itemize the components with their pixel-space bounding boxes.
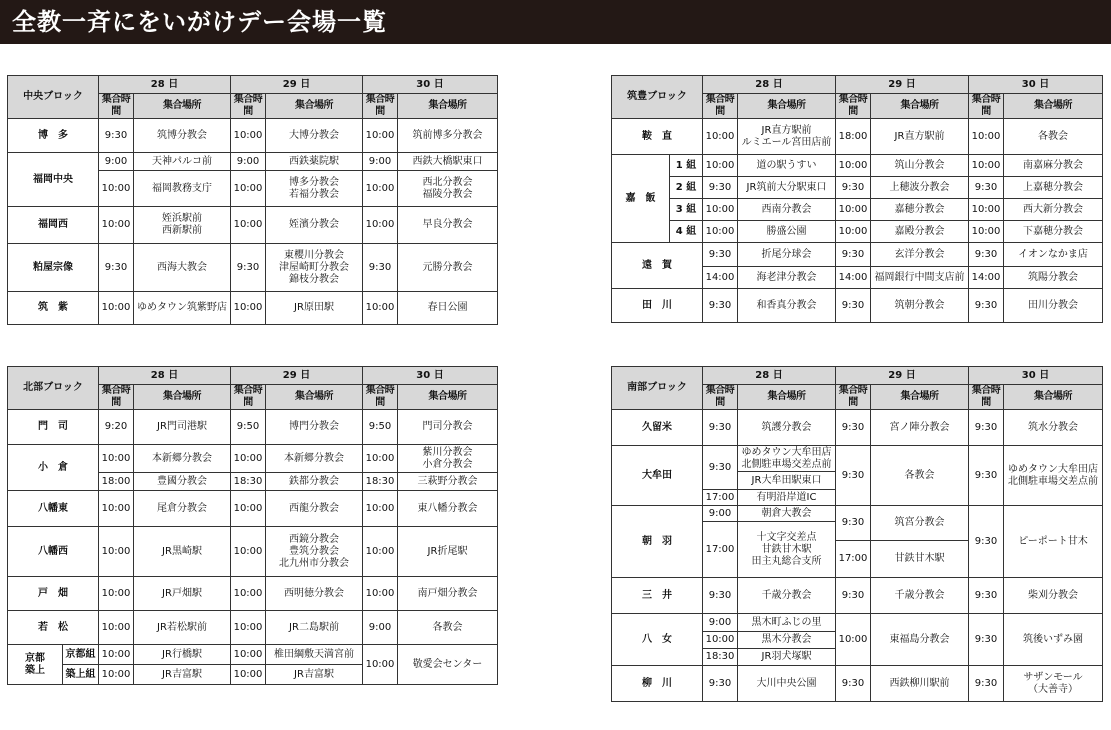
place-cell: 各教会 <box>1004 119 1103 155</box>
place-cell: 筑後いずみ園 <box>1004 614 1103 666</box>
place-cell: 上穂波分教会 <box>871 177 969 199</box>
day-header-29: 29 日 <box>836 76 969 94</box>
place-cell: 西鏡分教会 豊筑分教会 北九州市分教会 <box>266 527 363 577</box>
place-cell: 嘉穂分教会 <box>871 199 969 221</box>
location-cell: 福岡中央 <box>8 153 99 207</box>
time-cell: 9:30 <box>703 410 738 446</box>
time-cell: 10:00 <box>363 207 398 244</box>
time-cell: 9:30 <box>836 289 871 323</box>
place-cell: 敬愛会センター <box>398 645 498 685</box>
place-cell: JR原田駅 <box>266 292 363 325</box>
time-cell: 10:00 <box>969 199 1004 221</box>
place-cell: 宮ノ陣分教会 <box>871 410 969 446</box>
hokubu-block-table <box>7 366 498 685</box>
time-cell: 10:00 <box>363 577 398 611</box>
time-cell: 9:30 <box>969 614 1004 666</box>
time-cell: 10:00 <box>99 645 134 665</box>
location-cell: 八幡西 <box>8 527 99 577</box>
time-cell: 10:00 <box>99 207 134 244</box>
place-cell: 東八幡分教会 <box>398 491 498 527</box>
time-header: 集合時間 <box>99 385 134 410</box>
time-cell: 17:00 <box>703 522 738 578</box>
place-cell: 柴刈分教会 <box>1004 578 1103 614</box>
location-cell: 博 多 <box>8 119 99 153</box>
time-header: 集合時間 <box>969 94 1004 119</box>
time-cell: 10:00 <box>231 527 266 577</box>
time-cell: 9:30 <box>703 243 738 267</box>
place-cell: ゆめタウン大牟田店 北側駐車場交差点前 <box>738 446 836 472</box>
place-cell: 西龍分教会 <box>266 491 363 527</box>
time-cell: 10:00 <box>363 491 398 527</box>
place-cell: JR行橋駅 <box>134 645 231 665</box>
place-header: 集合場所 <box>871 385 969 410</box>
time-cell: 9:30 <box>836 243 871 267</box>
time-cell: 9:30 <box>703 177 738 199</box>
place-cell: 南嘉麻分教会 <box>1004 155 1103 177</box>
time-header: 集合時間 <box>231 94 266 119</box>
time-cell: 17:00 <box>703 490 738 506</box>
place-cell: 田川分教会 <box>1004 289 1103 323</box>
time-cell: 10:00 <box>836 155 871 177</box>
time-cell: 10:00 <box>99 292 134 325</box>
location-cell: 小 倉 <box>8 445 99 491</box>
place-cell: 門司分教会 <box>398 410 498 445</box>
time-cell: 9:30 <box>703 289 738 323</box>
time-cell: 10:00 <box>363 645 398 685</box>
place-cell: JR筑前大分駅東口 <box>738 177 836 199</box>
time-cell: 9:30 <box>969 289 1004 323</box>
time-cell: 18:30 <box>363 473 398 491</box>
time-cell: 9:30 <box>836 410 871 446</box>
time-cell: 10:00 <box>231 611 266 645</box>
page-title: 全教一斉にをいがけデー会場一覧 <box>12 8 387 36</box>
place-cell: 春日公園 <box>398 292 498 325</box>
group-cell: 築上組 <box>63 665 99 685</box>
place-cell: 折尾分球会 <box>738 243 836 267</box>
place-cell: 道の駅うすい <box>738 155 836 177</box>
time-cell: 18:30 <box>703 649 738 666</box>
place-cell: サザンモール （大善寺） <box>1004 666 1103 702</box>
place-cell: 各教会 <box>871 446 969 506</box>
place-cell: 尾倉分教会 <box>134 491 231 527</box>
time-cell: 10:00 <box>99 445 134 473</box>
place-cell: 千歳分教会 <box>738 578 836 614</box>
block-name: 中央ブロック <box>8 76 99 119</box>
time-cell: 10:00 <box>969 221 1004 243</box>
time-cell: 10:00 <box>363 119 398 153</box>
place-cell: 東櫻川分教会 津屋崎町分教会 錦枝分教会 <box>266 244 363 292</box>
group-cell: 京都組 <box>63 645 99 665</box>
location-cell: 嘉 飯 <box>612 155 670 243</box>
day-header-30: 30 日 <box>969 76 1103 94</box>
time-cell: 9:30 <box>231 244 266 292</box>
place-cell: 筑水分教会 <box>1004 410 1103 446</box>
time-cell: 10:00 <box>231 491 266 527</box>
place-cell: JR黒崎駅 <box>134 527 231 577</box>
place-header: 集合場所 <box>134 94 231 119</box>
time-cell: 9:00 <box>363 611 398 645</box>
time-cell: 9:30 <box>99 119 134 153</box>
group-cell: 4 組 <box>670 221 703 243</box>
time-cell: 9:00 <box>99 153 134 171</box>
time-cell: 10:00 <box>363 292 398 325</box>
place-cell: 甘鉄甘木駅 <box>871 541 969 578</box>
time-header: 集合時間 <box>363 385 398 410</box>
time-cell: 10:00 <box>703 155 738 177</box>
place-cell: 博門分教会 <box>266 410 363 445</box>
time-cell: 9:30 <box>703 666 738 702</box>
nanbu-block-table <box>611 366 1103 702</box>
place-cell: 福岡銀行中間支店前 <box>871 267 969 289</box>
place-cell: 筑前博多分教会 <box>398 119 498 153</box>
place-header: 集合場所 <box>266 385 363 410</box>
place-cell: 西大新分教会 <box>1004 199 1103 221</box>
time-cell: 10:00 <box>836 614 871 666</box>
time-cell: 9:30 <box>836 578 871 614</box>
place-cell: ゆめタウン筑紫野店 <box>134 292 231 325</box>
day-header-29: 29 日 <box>231 76 363 94</box>
place-cell: 西鉄薬院駅 <box>266 153 363 171</box>
day-header-28: 28 日 <box>99 367 231 385</box>
place-cell: JR羽犬塚駅 <box>738 649 836 666</box>
chuo-block-table <box>7 75 498 325</box>
location-cell: 柳 川 <box>612 666 703 702</box>
day-header-30: 30 日 <box>363 367 498 385</box>
place-cell: 筑山分教会 <box>871 155 969 177</box>
time-cell: 10:00 <box>836 199 871 221</box>
place-cell: 下嘉穂分教会 <box>1004 221 1103 243</box>
place-cell: 嘉殿分教会 <box>871 221 969 243</box>
time-cell: 9:30 <box>703 446 738 490</box>
group-cell: 2 組 <box>670 177 703 199</box>
location-cell: 京都 築上 <box>8 645 63 685</box>
time-cell: 10:00 <box>231 577 266 611</box>
location-cell: 鞍 直 <box>612 119 703 155</box>
place-cell: ゆめタウン大牟田店 北側駐車場交差点前 <box>1004 446 1103 506</box>
time-cell: 9:00 <box>703 506 738 522</box>
location-cell: 遠 賀 <box>612 243 703 289</box>
time-cell: 14:00 <box>836 267 871 289</box>
time-cell: 10:00 <box>703 632 738 649</box>
place-header: 集合場所 <box>738 385 836 410</box>
day-header-28: 28 日 <box>703 367 836 385</box>
time-header: 集合時間 <box>231 385 266 410</box>
time-cell: 10:00 <box>969 155 1004 177</box>
location-cell: 若 松 <box>8 611 99 645</box>
place-header: 集合場所 <box>738 94 836 119</box>
place-cell: 三萩野分教会 <box>398 473 498 491</box>
time-cell: 9:30 <box>969 666 1004 702</box>
time-header: 集合時間 <box>836 94 871 119</box>
group-cell: 1 組 <box>670 155 703 177</box>
time-cell: 9:30 <box>99 244 134 292</box>
place-cell: 西明徳分教会 <box>266 577 363 611</box>
time-cell: 9:20 <box>99 410 134 445</box>
time-cell: 10:00 <box>231 119 266 153</box>
place-cell: 和香真分教会 <box>738 289 836 323</box>
place-cell: 海老津分教会 <box>738 267 836 289</box>
place-header: 集合場所 <box>398 94 498 119</box>
place-cell: JR門司港駅 <box>134 410 231 445</box>
place-cell: JR二島駅前 <box>266 611 363 645</box>
time-cell: 18:00 <box>99 473 134 491</box>
place-cell: 西海大教会 <box>134 244 231 292</box>
place-cell: 西鉄柳川駅前 <box>871 666 969 702</box>
time-cell: 10:00 <box>99 527 134 577</box>
time-cell: 9:30 <box>969 578 1004 614</box>
place-cell: イオンなかま店 <box>1004 243 1103 267</box>
place-cell: 黒木分教会 <box>738 632 836 649</box>
time-header: 集合時間 <box>363 94 398 119</box>
place-cell: 筑博分教会 <box>134 119 231 153</box>
time-cell: 9:30 <box>969 506 1004 578</box>
place-header: 集合場所 <box>398 385 498 410</box>
place-cell: 西南分教会 <box>738 199 836 221</box>
time-cell: 10:00 <box>231 665 266 685</box>
location-cell: 三 井 <box>612 578 703 614</box>
time-cell: 10:00 <box>99 577 134 611</box>
time-cell: 9:30 <box>969 446 1004 506</box>
place-cell: JR直方駅前 <box>871 119 969 155</box>
place-header: 集合場所 <box>1004 94 1103 119</box>
time-cell: 10:00 <box>99 171 134 207</box>
time-cell: 10:00 <box>703 119 738 155</box>
place-cell: 上嘉穂分教会 <box>1004 177 1103 199</box>
time-cell: 9:00 <box>703 614 738 632</box>
time-cell: 9:30 <box>703 578 738 614</box>
place-cell: 南戸畑分教会 <box>398 577 498 611</box>
place-cell: 筑宮分教会 <box>871 506 969 541</box>
place-cell: 鉄都分教会 <box>266 473 363 491</box>
time-header: 集合時間 <box>836 385 871 410</box>
time-cell: 9:30 <box>969 410 1004 446</box>
time-cell: 10:00 <box>703 199 738 221</box>
location-cell: 久留米 <box>612 410 703 446</box>
place-cell: 各教会 <box>398 611 498 645</box>
day-header-28: 28 日 <box>99 76 231 94</box>
place-cell: 玄洋分教会 <box>871 243 969 267</box>
place-cell: 椎田綱敷天満宮前 <box>266 645 363 665</box>
place-cell: 元勝分教会 <box>398 244 498 292</box>
location-cell: 門 司 <box>8 410 99 445</box>
place-cell: ピーポート甘木 <box>1004 506 1103 578</box>
time-cell: 9:30 <box>969 243 1004 267</box>
place-cell: 姪濱分教会 <box>266 207 363 244</box>
location-cell: 戸 畑 <box>8 577 99 611</box>
place-header: 集合場所 <box>134 385 231 410</box>
time-cell: 18:30 <box>231 473 266 491</box>
location-cell: 八幡東 <box>8 491 99 527</box>
place-cell: 筑護分教会 <box>738 410 836 446</box>
time-cell: 9:30 <box>969 177 1004 199</box>
time-cell: 9:30 <box>836 177 871 199</box>
time-cell: 10:00 <box>99 611 134 645</box>
place-cell: JR戸畑駅 <box>134 577 231 611</box>
place-cell: 東福島分教会 <box>871 614 969 666</box>
place-cell: 大川中央公園 <box>738 666 836 702</box>
time-cell: 10:00 <box>969 119 1004 155</box>
time-cell: 10:00 <box>231 171 266 207</box>
place-cell: JR吉富駅 <box>134 665 231 685</box>
place-cell: 早良分教会 <box>398 207 498 244</box>
time-cell: 10:00 <box>836 221 871 243</box>
block-name: 筑豊ブロック <box>612 76 703 119</box>
place-cell: 有明沿岸道IC <box>738 490 836 506</box>
place-cell: 博多分教会 若福分教会 <box>266 171 363 207</box>
place-cell: 黒木町ふじの里 <box>738 614 836 632</box>
time-cell: 10:00 <box>363 445 398 473</box>
time-cell: 10:00 <box>703 221 738 243</box>
time-cell: 9:30 <box>836 506 871 541</box>
day-header-30: 30 日 <box>363 76 498 94</box>
time-header: 集合時間 <box>703 385 738 410</box>
time-cell: 18:00 <box>836 119 871 155</box>
place-cell: 福岡教務支庁 <box>134 171 231 207</box>
time-cell: 14:00 <box>969 267 1004 289</box>
place-cell: 大博分教会 <box>266 119 363 153</box>
place-cell: 十文字交差点 甘鉄甘木駅 田主丸総合支所 <box>738 522 836 578</box>
day-header-29: 29 日 <box>836 367 969 385</box>
place-cell: 豊國分教会 <box>134 473 231 491</box>
location-cell: 田 川 <box>612 289 703 323</box>
day-header-30: 30 日 <box>969 367 1103 385</box>
place-cell: 本新郷分教会 <box>134 445 231 473</box>
time-header: 集合時間 <box>99 94 134 119</box>
place-cell: JR折尾駅 <box>398 527 498 577</box>
place-cell: JR若松駅前 <box>134 611 231 645</box>
group-cell: 3 組 <box>670 199 703 221</box>
place-header: 集合場所 <box>1004 385 1103 410</box>
day-header-29: 29 日 <box>231 367 363 385</box>
time-cell: 9:50 <box>363 410 398 445</box>
time-cell: 10:00 <box>231 292 266 325</box>
time-cell: 10:00 <box>363 527 398 577</box>
time-cell: 9:00 <box>231 153 266 171</box>
location-cell: 大牟田 <box>612 446 703 506</box>
block-name: 北部ブロック <box>8 367 99 410</box>
time-cell: 10:00 <box>363 171 398 207</box>
location-cell: 筑 紫 <box>8 292 99 325</box>
place-cell: 朝倉大教会 <box>738 506 836 522</box>
place-cell: 本新郷分教会 <box>266 445 363 473</box>
location-cell: 福岡西 <box>8 207 99 244</box>
time-cell: 10:00 <box>99 491 134 527</box>
time-cell: 14:00 <box>703 267 738 289</box>
time-cell: 10:00 <box>99 665 134 685</box>
place-cell: 筑朝分教会 <box>871 289 969 323</box>
place-cell: JR吉富駅 <box>266 665 363 685</box>
place-cell: 勝盛公園 <box>738 221 836 243</box>
place-cell: 西北分教会 福陵分教会 <box>398 171 498 207</box>
day-header-28: 28 日 <box>703 76 836 94</box>
time-header: 集合時間 <box>969 385 1004 410</box>
time-header: 集合時間 <box>703 94 738 119</box>
time-cell: 9:30 <box>836 666 871 702</box>
time-cell: 9:50 <box>231 410 266 445</box>
time-cell: 10:00 <box>231 445 266 473</box>
location-cell: 八 女 <box>612 614 703 666</box>
title-bar <box>0 0 1111 44</box>
time-cell: 10:00 <box>231 207 266 244</box>
time-cell: 9:30 <box>363 244 398 292</box>
place-cell: JR大牟田駅東口 <box>738 472 836 490</box>
place-cell: 姪浜駅前 西新駅前 <box>134 207 231 244</box>
chikuho-block-table <box>611 75 1103 323</box>
time-cell: 9:00 <box>363 153 398 171</box>
place-header: 集合場所 <box>871 94 969 119</box>
place-cell: 西鉄大橋駅東口 <box>398 153 498 171</box>
time-cell: 17:00 <box>836 541 871 578</box>
place-cell: 筑陽分教会 <box>1004 267 1103 289</box>
place-cell: JR直方駅前 ルミエール宮田店前 <box>738 119 836 155</box>
place-cell: 紫川分教会 小倉分教会 <box>398 445 498 473</box>
location-cell: 粕屋宗像 <box>8 244 99 292</box>
time-cell: 9:30 <box>836 446 871 506</box>
place-cell: 天神パルコ前 <box>134 153 231 171</box>
block-name: 南部ブロック <box>612 367 703 410</box>
place-cell: 千歳分教会 <box>871 578 969 614</box>
place-header: 集合場所 <box>266 94 363 119</box>
location-cell: 朝 羽 <box>612 506 703 578</box>
time-cell: 10:00 <box>231 645 266 665</box>
